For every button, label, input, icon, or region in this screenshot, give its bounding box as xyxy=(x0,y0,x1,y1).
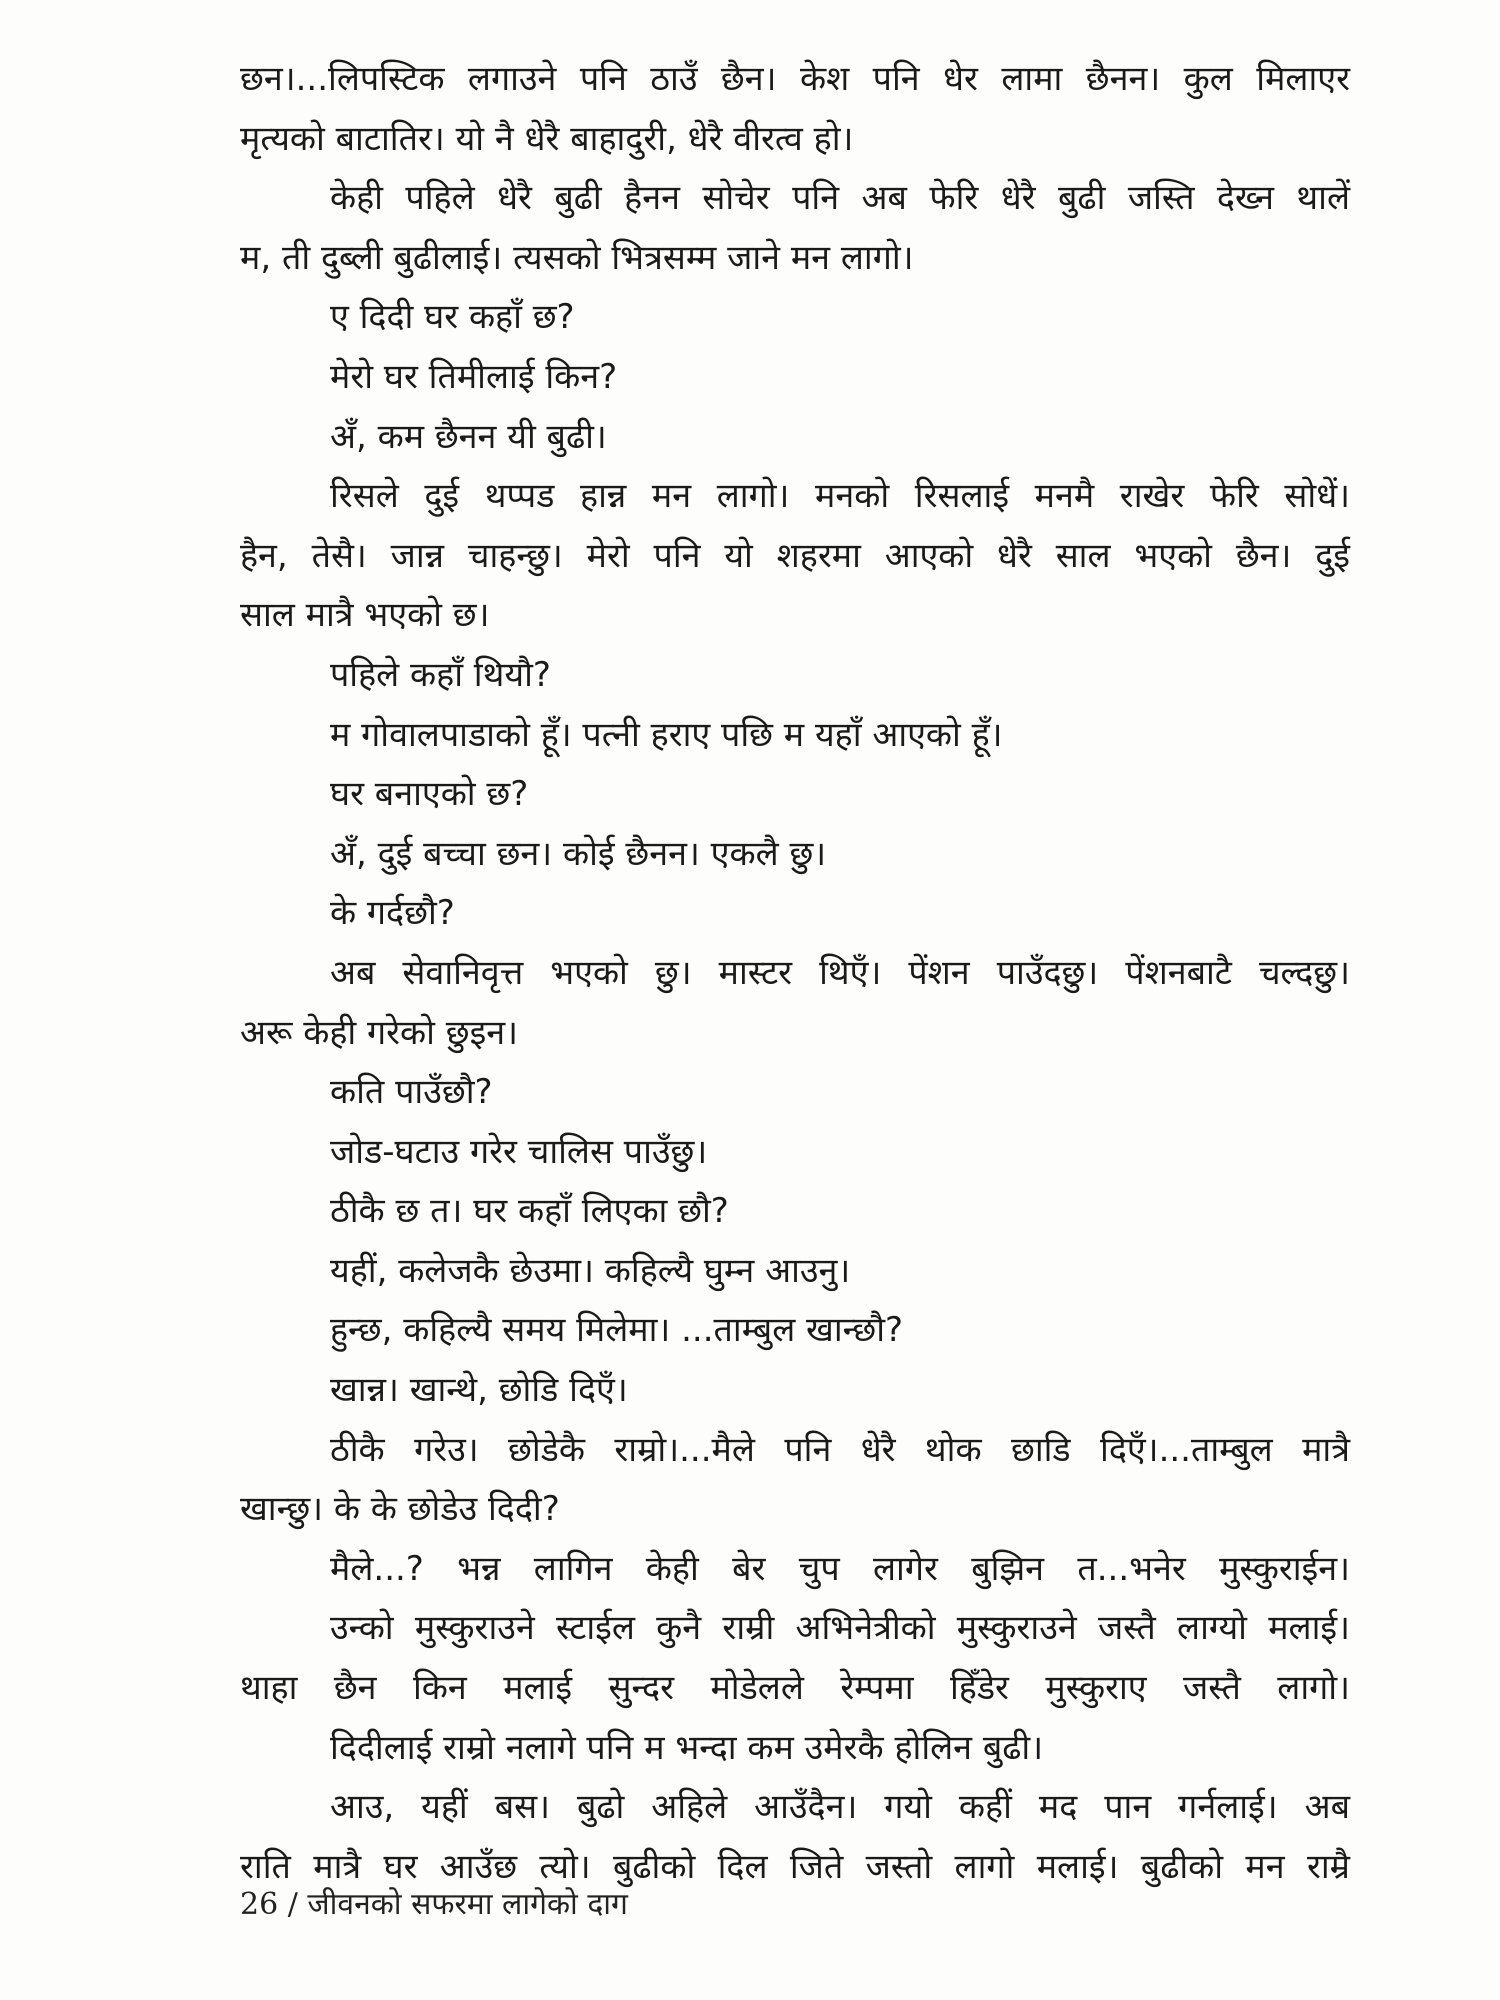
text-line: अँ, दुई बच्चा छन। कोई छैनन। एकलै छु। xyxy=(330,833,827,874)
text-line: ठीकै गरेउ। छोडेकै राम्रो।...मैले पनि धेरै थोक छाडि दिएँ।...ताम्बुल मात्रै xyxy=(330,1429,1350,1470)
text-line: आउ, यहीं बस। बुढो अहिले आउँदैन। गयो कहीं मद पान गर्नलाई। अब xyxy=(330,1787,1350,1828)
text-line: अरू केही गरेको छुइन। xyxy=(240,1012,519,1053)
text-line: मेरो घर तिमीलाई किन? xyxy=(330,356,618,397)
text-line: मृत्यको बाटातिर। यो नै धेरै बाहादुरी, धेरै वीरत्व हो। xyxy=(240,118,854,159)
text-line: मैले...? भन्न लागिन केही बेर चुप लागेर बुझिन त...भनेर मुस्कुराईन। xyxy=(330,1548,1350,1589)
text-line: केही पहिले धेरै बुढी हैनन सोचेर पनि अब फेरि धेरै बुढी जस्ति देख्न थालें xyxy=(330,178,1350,219)
text-line: साल मात्रै भएको छ। xyxy=(240,595,490,636)
page-footer xyxy=(240,1882,628,1923)
text-line: ए दिदी घर कहाँ छ? xyxy=(330,297,575,338)
text-line: थाहा छैन किन मलाई सुन्दर मोडेलले रेम्पमा हिँडेर मुस्कुराए जस्तै लागो। xyxy=(240,1668,1350,1709)
text-line: कति पाउँछौ? xyxy=(330,1072,493,1113)
text-line: घर बनाएको छ? xyxy=(330,774,529,815)
text-line: अब सेवानिवृत्त भएको छु। मास्टर थिएँ। पेंशन पाउँदछु। पेंशनबाटै चल्दछु। xyxy=(330,952,1350,993)
book-title: जीवनको सफरमा लागेको दाग xyxy=(307,1887,628,1922)
text-line: म गोवालपाडाको हूँ। पत्नी हराए पछि म यहाँ आएको हूँ। xyxy=(330,714,1003,755)
footer-separator: / xyxy=(278,1887,308,1922)
text-line: रिसले दुई थप्पड हान्न मन लागो। मनको रिसलाई मनमै राखेर फेरि सोधें। xyxy=(330,476,1350,517)
text-line: यहीं, कलेजकै छेउमा। कहिल्यै घुम्न आउनु। xyxy=(330,1250,851,1291)
text-line: जोड-घटाउ गरेर चालिस पाउँछु। xyxy=(330,1131,708,1172)
text-line: राति मात्रै घर आउँछ त्यो। बुढीको दिल जिते जस्तो लागो मलाई। बुढीको मन राम्रै xyxy=(240,1846,1350,1887)
text-line: खान्छु। के के छोडेउ दिदी? xyxy=(240,1489,560,1530)
text-line: हैन, तेसै। जान्न चाहन्छु। मेरो पनि यो शहरमा आएको धेरै साल भएको छैन। दुई xyxy=(240,535,1350,576)
text-line: छन।...लिपस्टिक लगाउने पनि ठाउँ छैन। केश पनि धेर लामा छैनन। कुल मिलाएर xyxy=(240,59,1350,99)
text-line: ठीकै छ त। घर कहाँ लिएका छौ? xyxy=(330,1191,729,1232)
text-line: हुन्छ, कहिल्यै समय मिलेमा। ...ताम्बुल खान्छौ? xyxy=(330,1310,904,1351)
page-number: 26 xyxy=(240,1887,279,1922)
text-line: म, ती दुब्ली बुढीलाई। त्यसको भित्रसम्म जाने मन लागो। xyxy=(240,237,914,278)
text-line: पहिले कहाँ थियौ? xyxy=(330,654,551,695)
body-text xyxy=(240,50,1350,1897)
text-line: खान्न। खान्थे, छोडि दिएँ। xyxy=(330,1370,628,1411)
text-line: अँ, कम छैनन यी बुढी। xyxy=(330,416,607,457)
text-line: दिदीलाई राम्रो नलागे पनि म भन्दा कम उमेरकै होलिन बुढी। xyxy=(330,1727,1044,1768)
text-line: के गर्दछौ? xyxy=(330,893,455,934)
text-line: उन्को मुस्कुराउने स्टाईल कुनै राम्री अभिनेत्रीको मुस्कुराउने जस्तै लाग्यो मलाई। xyxy=(330,1608,1350,1649)
